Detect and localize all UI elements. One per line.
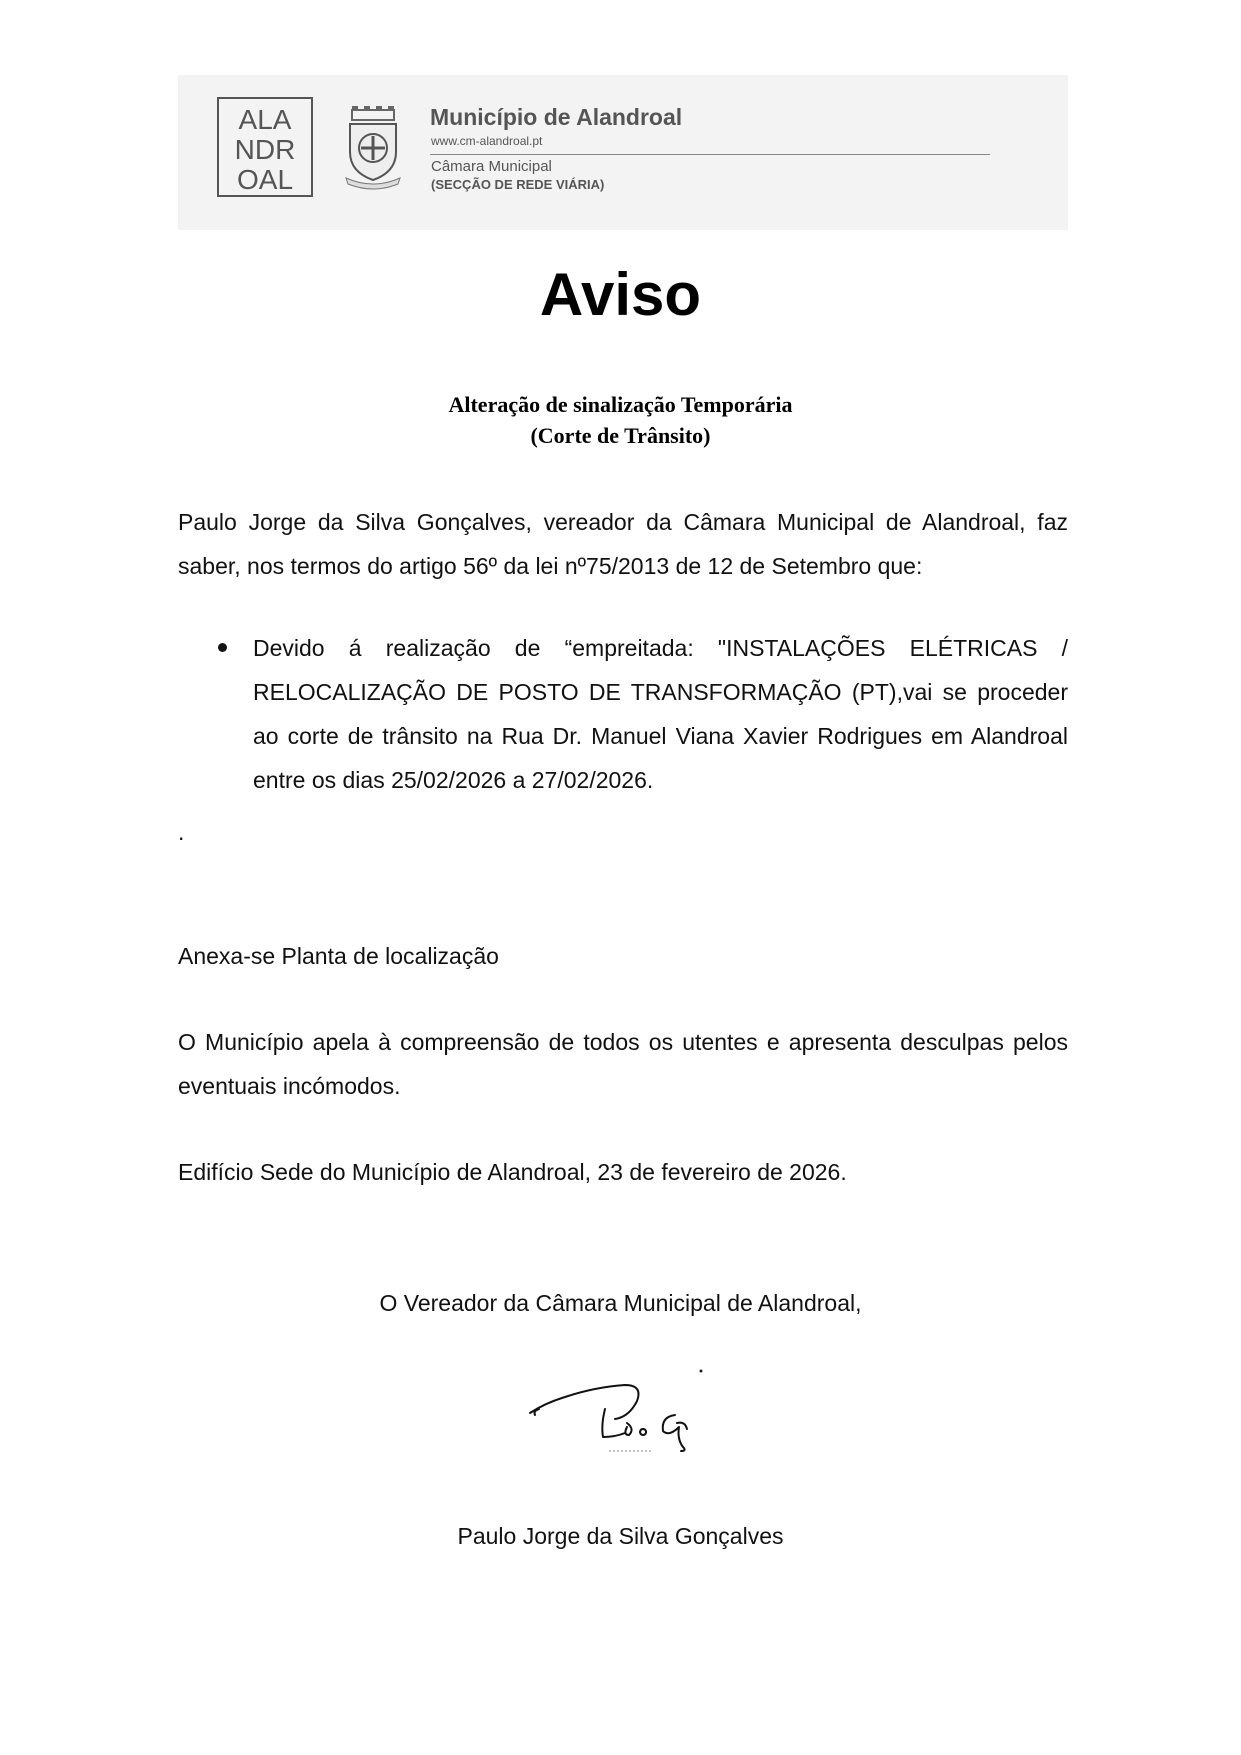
date-paragraph: Edifício Sede do Município de Alandroal, 23 de fevereiro de 2026. [178,1159,847,1185]
notice-subtitle-line-1: Alteração de sinalização Temporária [448,392,793,417]
municipality-name: Município de Alandroal [430,104,683,130]
municipal-crest-icon [338,106,408,190]
bullet-marker [218,643,227,652]
section-label: (SECÇÃO DE REDE VIÁRIA) [431,177,605,192]
logo-line-1: ALA [238,104,292,135]
alandroal-logo [217,97,313,197]
annex-paragraph: Anexa-se Planta de localização [178,943,499,969]
notice-heading: Aviso [539,261,702,328]
notice-subtitle-line-2: (Corte de Trânsito) [530,423,711,448]
letterhead-divider [430,154,990,155]
stray-period: . [178,819,185,845]
intro-paragraph: Paulo Jorge da Silva Gonçalves, vereador da Câmara Municipal de Alandroal, faz saber, nos termos do artigo 56º da lei nº75/2013 de 12 de Setembro que: [178,509,1068,579]
bullet-paragraph: Devido á realização de “empreitada: "INSTALAÇÕES ELÉTRICAS / RELOCALIZAÇÃO DE POSTO DE TRANSFORMAÇÃO (PT),vai se proceder ao corte de trânsito na Rua Dr. Manuel Viana Xavier Rodrigues em Alandroal entre os dias 25/02/2026 a 27/02/2026. [253,635,1068,793]
appeal-paragraph: O Município apela à compreensão de todos os utentes e apresenta desculpas pelos eventuais incómodos. [178,1029,1068,1099]
camara-label: Câmara Municipal [431,158,552,175]
signer-name: Paulo Jorge da Silva Gonçalves [457,1523,784,1549]
municipality-website: www.cm-alandroal.pt [431,134,543,148]
logo-line-2: NDR [234,134,296,165]
closing-line: O Vereador da Câmara Municipal de Alandroal, [379,1290,862,1316]
handwritten-signature [525,1365,715,1465]
logo-line-3: OAL [236,164,294,195]
